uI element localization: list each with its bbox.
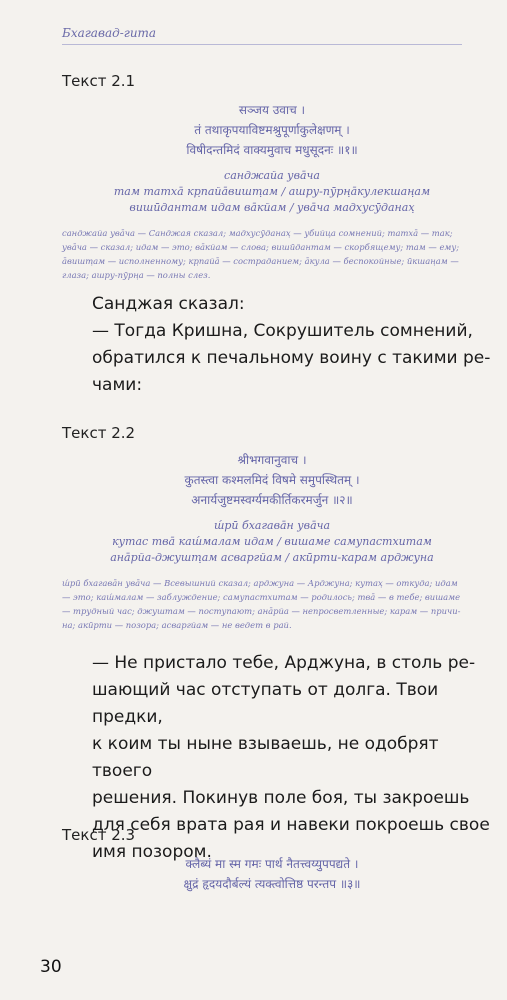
word-gloss-line: а̄вишт̣ам — исполненному; кр̣пайа̄ — состраданием; а̄кула — беспокойные; ӣкшан̣ам — [62,256,459,266]
transliteration-line: санджайа ува̄ча [224,169,320,182]
transliteration-line: кутас тва̄ каш́малам идам / вишаме самупастхитам [112,535,432,548]
verse-heading: Текст 2.1 [62,72,136,90]
verse-2-2 [62,424,482,632]
verse-2-1 [62,72,482,282]
verse-2-3 [62,826,482,894]
word-gloss-line: на; акӣрти — позора; асваргйам — не ведет в рай. [62,620,292,630]
translation-line: — Тогда Кришна, Сокрушитель сомнений, [92,321,473,341]
word-gloss-line: ува̄ча — сказал; идам — это; ва̄кйам — слова; вишӣдантам — скорбящему; там — ему; [62,242,460,252]
translation-line: имя позором. [92,842,212,862]
sanskrit-line: श्रीभगवानुवाच । [237,453,307,467]
page-number: 30 [40,957,62,977]
translation-line: для себя врата рая и навеки покроешь свое [92,815,490,835]
verse-heading: Текст 2.2 [62,424,136,442]
verse-heading: Текст 2.3 [62,826,136,844]
word-gloss-line: — трудный час; джуштам — поступают; ана̄рйа — непросветленные; карам — причи- [62,606,461,616]
running-header: Бхагавад-гита [62,26,462,45]
translation-line: шающий час отступать от долга. Твои предки, [92,680,439,727]
translation-line: решения. Покинув поле боя, ты закроешь [92,788,470,808]
transliteration-line: там татха̄ кр̣пайа̄вишт̣ам / ашру-пӯрн̣а̄кулекшан̣ам [113,185,431,198]
word-gloss-line: глаза; ашру-пӯрн̣а — полны слез. [62,270,211,280]
translation-line: обратился к печальному воину с такими ре- [92,348,491,368]
sanskrit-line: विषीदन्तमिदं वाक्यमुवाच मधुसूदनः ॥१॥ [186,143,358,157]
sanskrit-line: कुतस्त्वा कश्मलमिदं विषमे समुपस्थितम् । [184,473,360,487]
translation-line: Санджая сказал: [92,294,245,314]
transliteration-line: ш́рӣ бхагава̄н ува̄ча [213,519,331,532]
sanskrit-line: क्षुद्रं हृदयदौर्बल्यं त्यक्त्वोत्तिष्ठ परन्तप ॥३॥ [183,877,361,891]
transliteration-line: ана̄рйа-джушт̣ам асваргйам / акӣрти-карам арджуна [110,551,434,564]
translation-2-1 [92,291,492,399]
word-gloss-line: санджайа ува̄ча — Санджая сказал; мадхусӯданах̣ — убийца сомнений; татха̄ — так; [62,228,453,238]
transliteration-line: вишӣдантам идам ва̄кйам / ува̄ча мадхусӯданах̣ [129,201,415,214]
word-gloss-line: — это; каш́малам — заблуждение; самупастхитам — родилось; тва̄ — в тебе; вишаме [62,592,461,602]
word-gloss-line: ш́рӣ бхагава̄н ува̄ча — Всевышний сказал; арджуна — Арджуна; кутах̣ — откуда; идам [62,578,458,588]
translation-line: — Не пристало тебе, Арджуна, в столь ре- [92,653,476,673]
sanskrit-line: सञ्जय उवाच । [238,103,306,117]
sanskrit-line: क्लैब्यं मा स्म गमः पार्थ नैतत्त्वय्युपपद्यते । [185,857,359,871]
sanskrit-line: तं तथाकृपयाविष्टमश्रुपूर्णाकुलेक्षणम् । [194,123,350,137]
translation-line: к коим ты ныне взываешь, не одобрят твоего [92,734,439,781]
sanskrit-line: अनार्यजुष्टमस्वर्ग्यमकीर्तिकरमर्जुन ॥२॥ [191,493,353,507]
translation-line: чами: [92,375,143,395]
